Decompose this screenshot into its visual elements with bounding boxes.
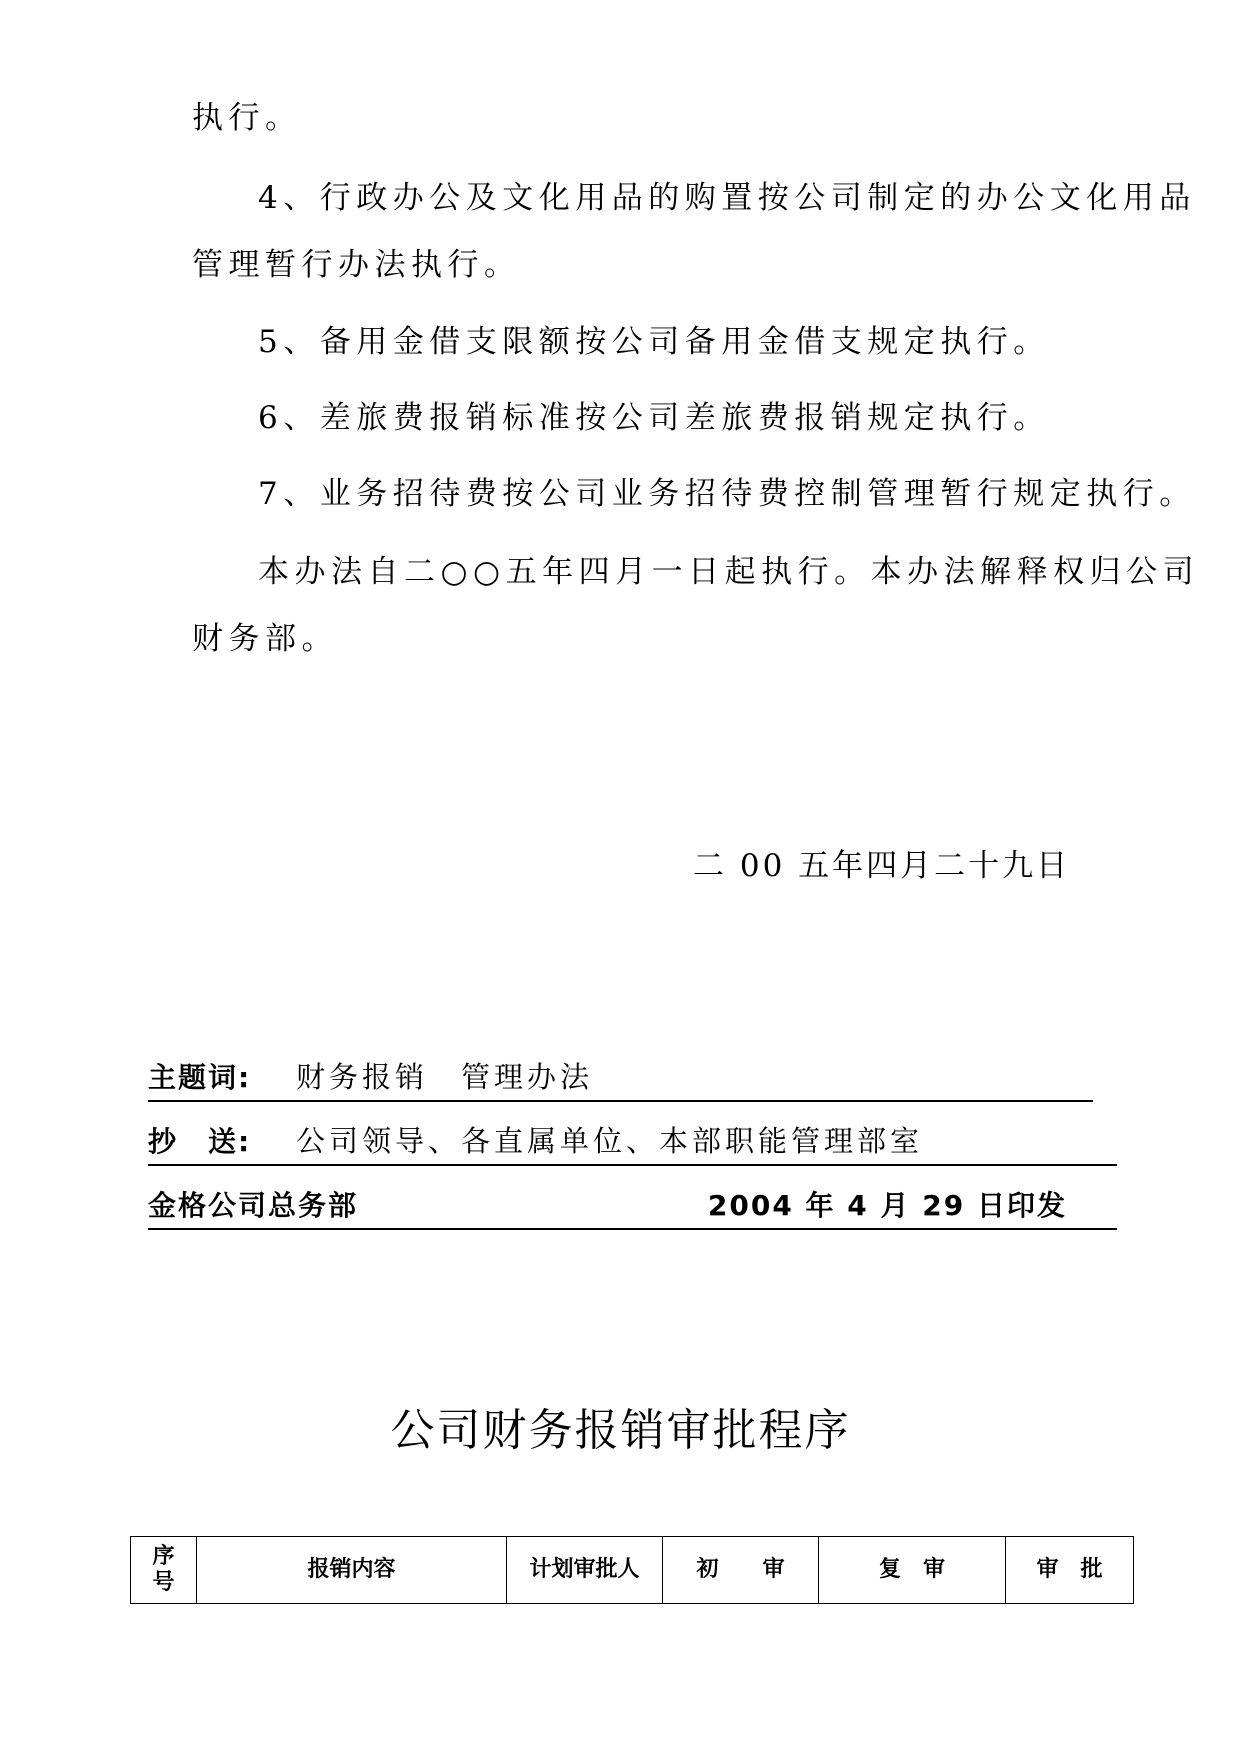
cc-label: 抄 送: <box>148 1125 252 1158</box>
col-header-planner: 计划审批人 <box>507 1537 663 1604</box>
approval-table <box>130 1536 1134 1604</box>
text-line-4: 5、备用金借支限额按公司备用金借支规定执行。 <box>258 324 1050 360</box>
text-line-5: 6、差旅费报销标准按公司差旅费报销规定执行。 <box>258 400 1050 436</box>
text-line-8: 财务部。 <box>192 621 338 657</box>
subject-label: 主题词: <box>148 1061 252 1094</box>
issue-date: 2004 年 4 月 29 日印发 <box>707 1189 1067 1222</box>
table-header-row <box>131 1537 1134 1604</box>
text-line-7: 本办法自二○○五年四月一日起执行。本办法解释权归公司 <box>258 554 1200 590</box>
col-header-seq: 序 号 <box>131 1537 197 1604</box>
col-header-content: 报销内容 <box>197 1537 507 1604</box>
subject-rule <box>148 1100 1093 1102</box>
text-line-3: 管理暂行办法执行。 <box>192 247 521 283</box>
cc-row <box>148 1118 1117 1166</box>
cc-rule <box>148 1164 1117 1166</box>
text-line-6: 7、业务招待费按公司业务招待费控制管理暂行规定执行。 <box>258 476 1196 512</box>
col-header-approval: 审 批 <box>1006 1537 1134 1604</box>
issuer-row <box>148 1182 1117 1230</box>
subject-row <box>148 1054 1117 1102</box>
document-date: 二 00 五年四月二十九日 <box>693 848 1071 884</box>
procedure-title: 公司财务报销审批程序 <box>390 1405 851 1456</box>
text-line-2: 4、行政办公及文化用品的购置按公司制定的办公文化用品 <box>258 180 1196 216</box>
text-line-1: 执行。 <box>192 100 302 136</box>
col-header-second-review: 复 审 <box>819 1537 1006 1604</box>
cc-value: 公司领导、各直属单位、本部职能管理部室 <box>296 1124 924 1158</box>
issuer-label: 金格公司总务部 <box>148 1189 359 1222</box>
issuer-rule <box>148 1228 1117 1230</box>
subject-value: 财务报销 管理办法 <box>296 1060 594 1094</box>
col-header-first-review: 初 审 <box>663 1537 819 1604</box>
